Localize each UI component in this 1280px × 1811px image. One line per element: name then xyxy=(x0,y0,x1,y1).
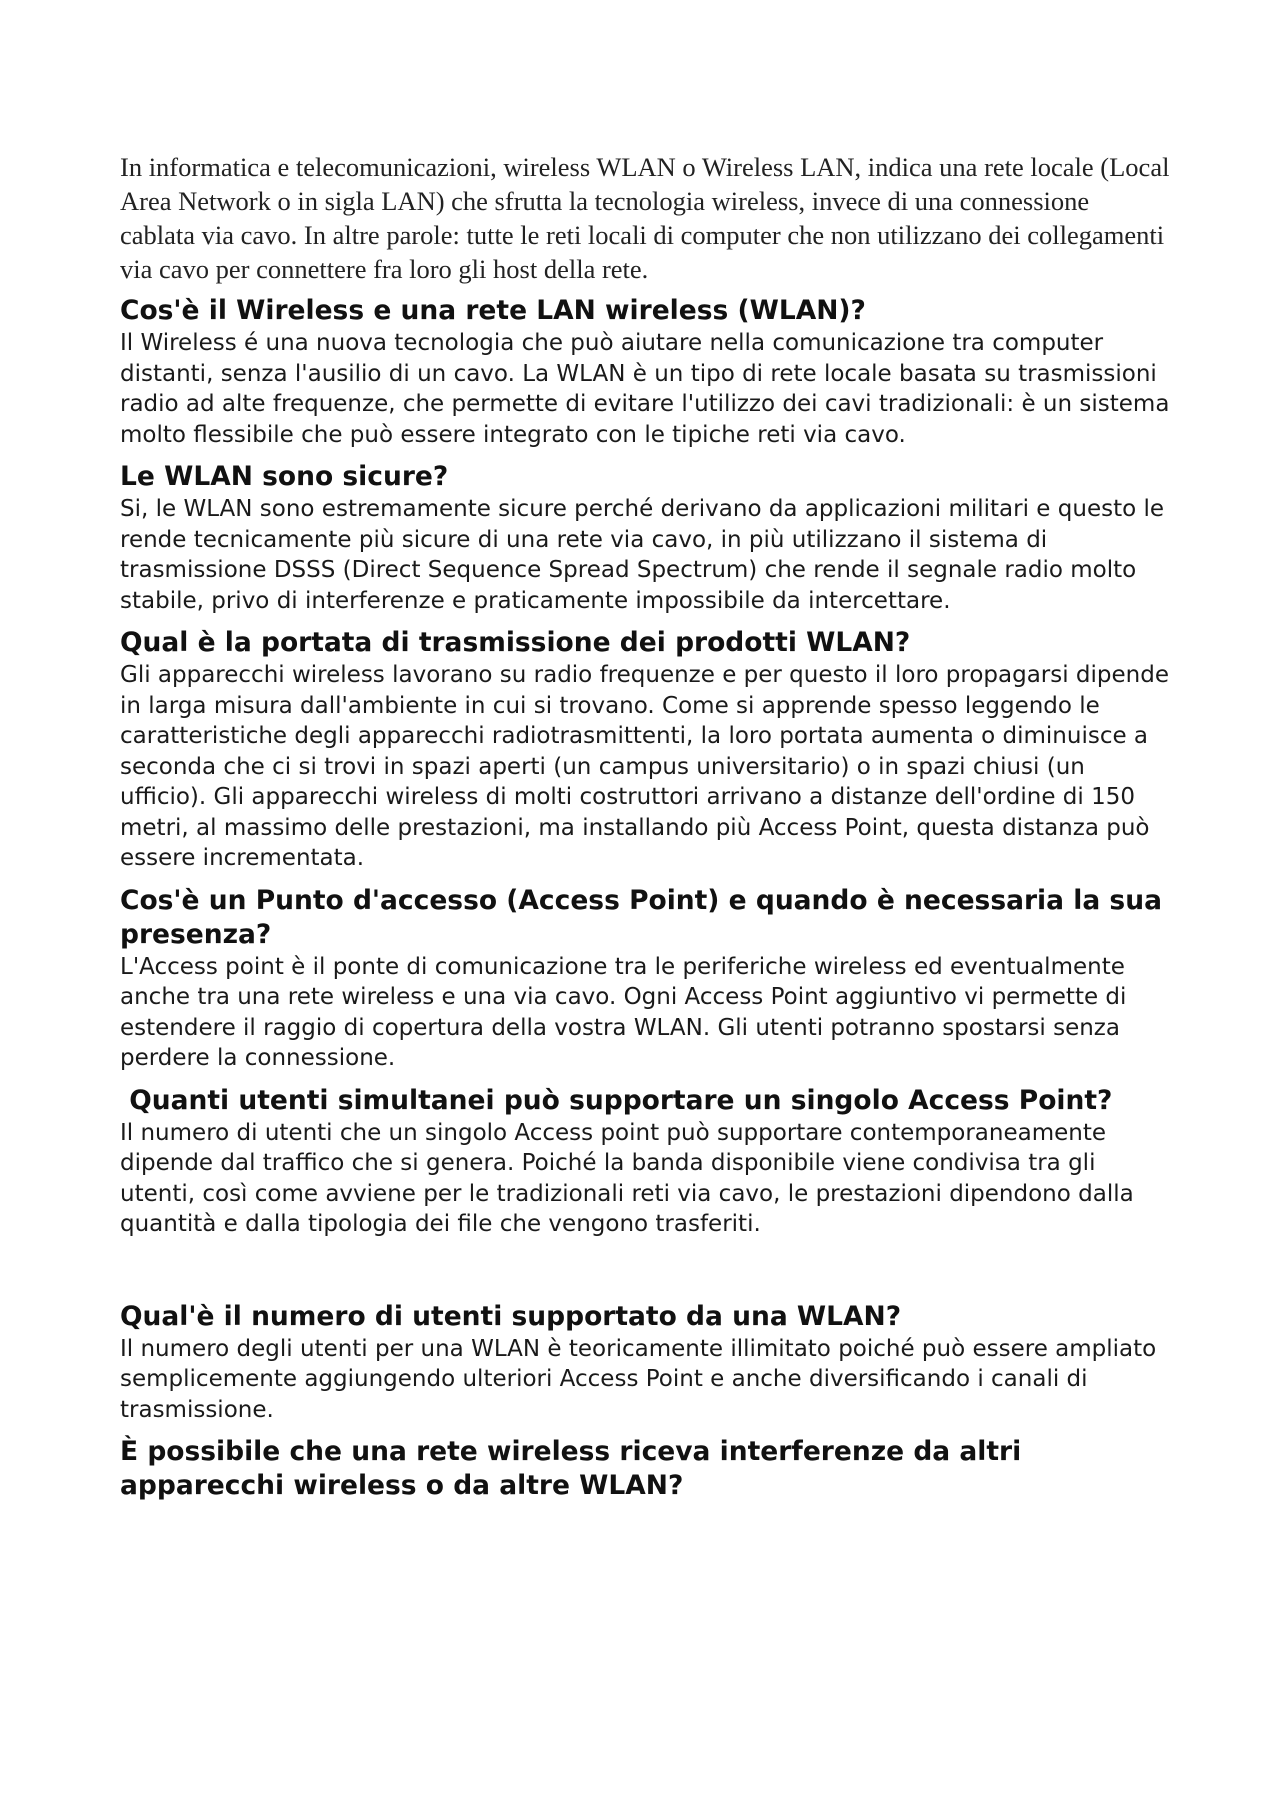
section-heading: Cos'è un Punto d'accesso (Access Point) e quando è necessaria la sua presenza? xyxy=(120,884,1162,950)
section-body: L'Access point è il ponte di comunicazione tra le periferiche wireless ed eventualmente anche tra una rete wireless e una via cavo. Ogni Access Point aggiuntivo vi permette di estendere il raggio di copertura della vostra WLAN. Gli utenti potranno spostarsi senza perdere la connessione. xyxy=(120,953,1127,1071)
section-body: Il numero degli utenti per una WLAN è teoricamente illimitato poiché può essere ampliato semplicemente aggiungendo ulteriori Access Point e anche diversificando i canali di trasmissione. xyxy=(120,1335,1157,1423)
section-body: Il Wireless é una nuova tecnologia che può aiutare nella comunicazione tra computer distanti, senza l'ausilio di un cavo. La WLAN è un tipo di rete locale basata su trasmissioni radio ad alte frequenze, che permette di evitare l'utilizzo dei cavi tradizionali: è un sistema molto flessibile che può essere integrato con le tipiche reti via cavo. xyxy=(120,330,1170,448)
section-heading: Qual è la portata di trasmissione dei prodotti WLAN? xyxy=(120,627,911,658)
section-body: Il numero di utenti che un singolo Access point può supportare contemporaneamente dipende dal traffico che si genera. Poiché la banda disponibile viene condivisa tra gli utenti, così come avviene per le tradizionali reti via cavo, le prestazioni dipendono dalla quantità e dalla tipologia dei file che vengono trasferiti. xyxy=(120,1119,1134,1237)
faq-section xyxy=(120,294,1170,450)
section-heading: Le WLAN sono sicure? xyxy=(120,461,449,492)
section-heading: Qual'è il numero di utenti supportato da una WLAN? xyxy=(120,1300,902,1332)
faq-section xyxy=(120,460,1170,616)
section-heading: Quanti utenti simultanei può supportare un singolo Access Point? xyxy=(120,1084,1113,1116)
document-page xyxy=(120,150,1170,1503)
section-heading: Cos'è il Wireless e una rete LAN wireless (WLAN)? xyxy=(120,295,866,326)
faq-section xyxy=(120,884,1170,1074)
faq-section xyxy=(120,1435,1170,1503)
faq-section xyxy=(120,1084,1170,1240)
section-body: Gli apparecchi wireless lavorano su radio frequenze e per questo il loro propagarsi dipende in larga misura dall'ambiente in cui si trovano. Come si apprende spesso leggendo le caratteristiche degli apparecchi radiotrasmittenti, la loro portata aumenta o diminuisce a seconda che ci si trovi in spazi aperti (un campus universitario) o in spazi chiusi (un ufficio). Gli apparecchi wireless di molti costruttori arrivano a distanze dell'ordine di 150 metri, al massimo delle prestazioni, ma installando più Access Point, questa distanza può essere incrementata. xyxy=(120,662,1169,871)
faq-section xyxy=(120,1300,1170,1426)
section-body: Si, le WLAN sono estremamente sicure perché derivano da applicazioni militari e questo le rende tecnicamente più sicure di una rete via cavo, in più utilizzano il sistema di trasmissione DSSS (Direct Sequence Spread Spectrum) che rende il segnale radio molto stabile, privo di interferenze e praticamente impossibile da intercettare. xyxy=(120,496,1165,614)
section-heading: È possibile che una rete wireless riceva interferenze da altri apparecchi wireless o da altre WLAN? xyxy=(120,1436,1022,1501)
faq-section xyxy=(120,626,1170,874)
intro-paragraph: In informatica e telecomunicazioni, wireless WLAN o Wireless LAN, indica una rete locale (Local Area Network o in sigla LAN) che sfrutta la tecnologia wireless, invece di una connessione cablata via cavo. In altre parole: tutte le reti locali di computer che non utilizzano dei collegamenti via cavo per connettere fra loro gli host della rete. xyxy=(120,152,1170,284)
